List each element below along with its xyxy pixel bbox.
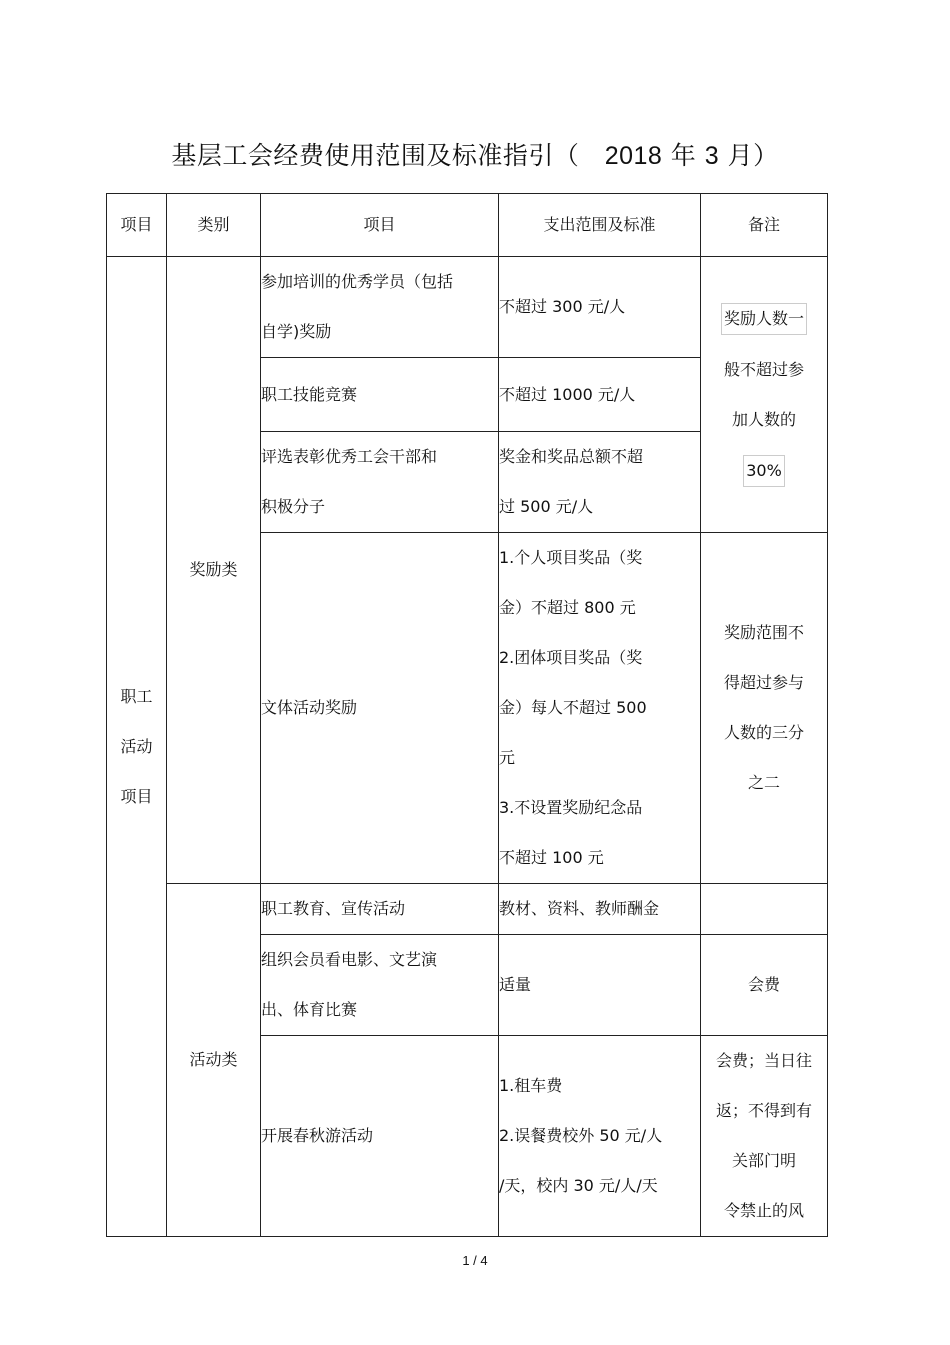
activity-category-cell: 活动类 xyxy=(167,884,261,1237)
note-cell: 奖励范围不 得超过参与 人数的三分 之二 xyxy=(701,533,828,884)
header-standard: 支出范围及标准 xyxy=(499,194,701,257)
item-cell: 文体活动奖励 xyxy=(261,533,499,884)
standard-cell: 适量 xyxy=(499,935,701,1036)
standard-cell: 1.租车费 2.误餐费校外 50 元/人 /天，校内 30 元/人/天 xyxy=(499,1036,701,1237)
reward-category-cell: 奖励类 xyxy=(167,257,261,884)
standard-cell: 教材、资料、教师酬金 xyxy=(499,884,701,935)
table-row xyxy=(107,884,828,935)
standard-cell: 奖金和奖品总额不超 过 500 元/人 xyxy=(499,432,701,533)
item-cell: 参加培训的优秀学员（包括 自学)奖励 xyxy=(261,257,499,358)
page-number: 1 / 4 xyxy=(462,1253,488,1268)
note-cell: 会费 xyxy=(701,935,828,1036)
table-header-row xyxy=(107,194,828,257)
header-project: 项目 xyxy=(107,194,167,257)
main-category-cell: 职工 活动 项目 xyxy=(107,257,167,1237)
header-category: 类别 xyxy=(167,194,261,257)
page-title: 基层工会经费使用范围及标准指引（ 2018 年 3 月） xyxy=(171,141,779,170)
standard-cell: 不超过 1000 元/人 xyxy=(499,358,701,432)
item-cell: 开展春秋游活动 xyxy=(261,1036,499,1237)
expense-table xyxy=(106,193,828,1237)
header-note: 备注 xyxy=(701,194,828,257)
item-cell: 职工技能竞赛 xyxy=(261,358,499,432)
note-cell: 会费；当日往 返；不得到有 关部门明 令禁止的风 xyxy=(701,1036,828,1237)
table-row xyxy=(107,257,828,358)
standard-cell: 1.个人项目奖品（奖 金）不超过 800 元 2.团体项目奖品（奖 金）每人不超过 500 元 3.不设置奖励纪念品 不超过 100 元 xyxy=(499,533,701,884)
item-cell: 组织会员看电影、文艺演 出、体育比赛 xyxy=(261,935,499,1036)
note-cell xyxy=(701,884,828,935)
note-cell: 奖励人数一 般不超过参 加人数的 30% xyxy=(701,257,828,533)
standard-cell: 不超过 300 元/人 xyxy=(499,257,701,358)
header-item: 项目 xyxy=(261,194,499,257)
item-cell: 职工教育、宣传活动 xyxy=(261,884,499,935)
item-cell: 评选表彰优秀工会干部和 积极分子 xyxy=(261,432,499,533)
